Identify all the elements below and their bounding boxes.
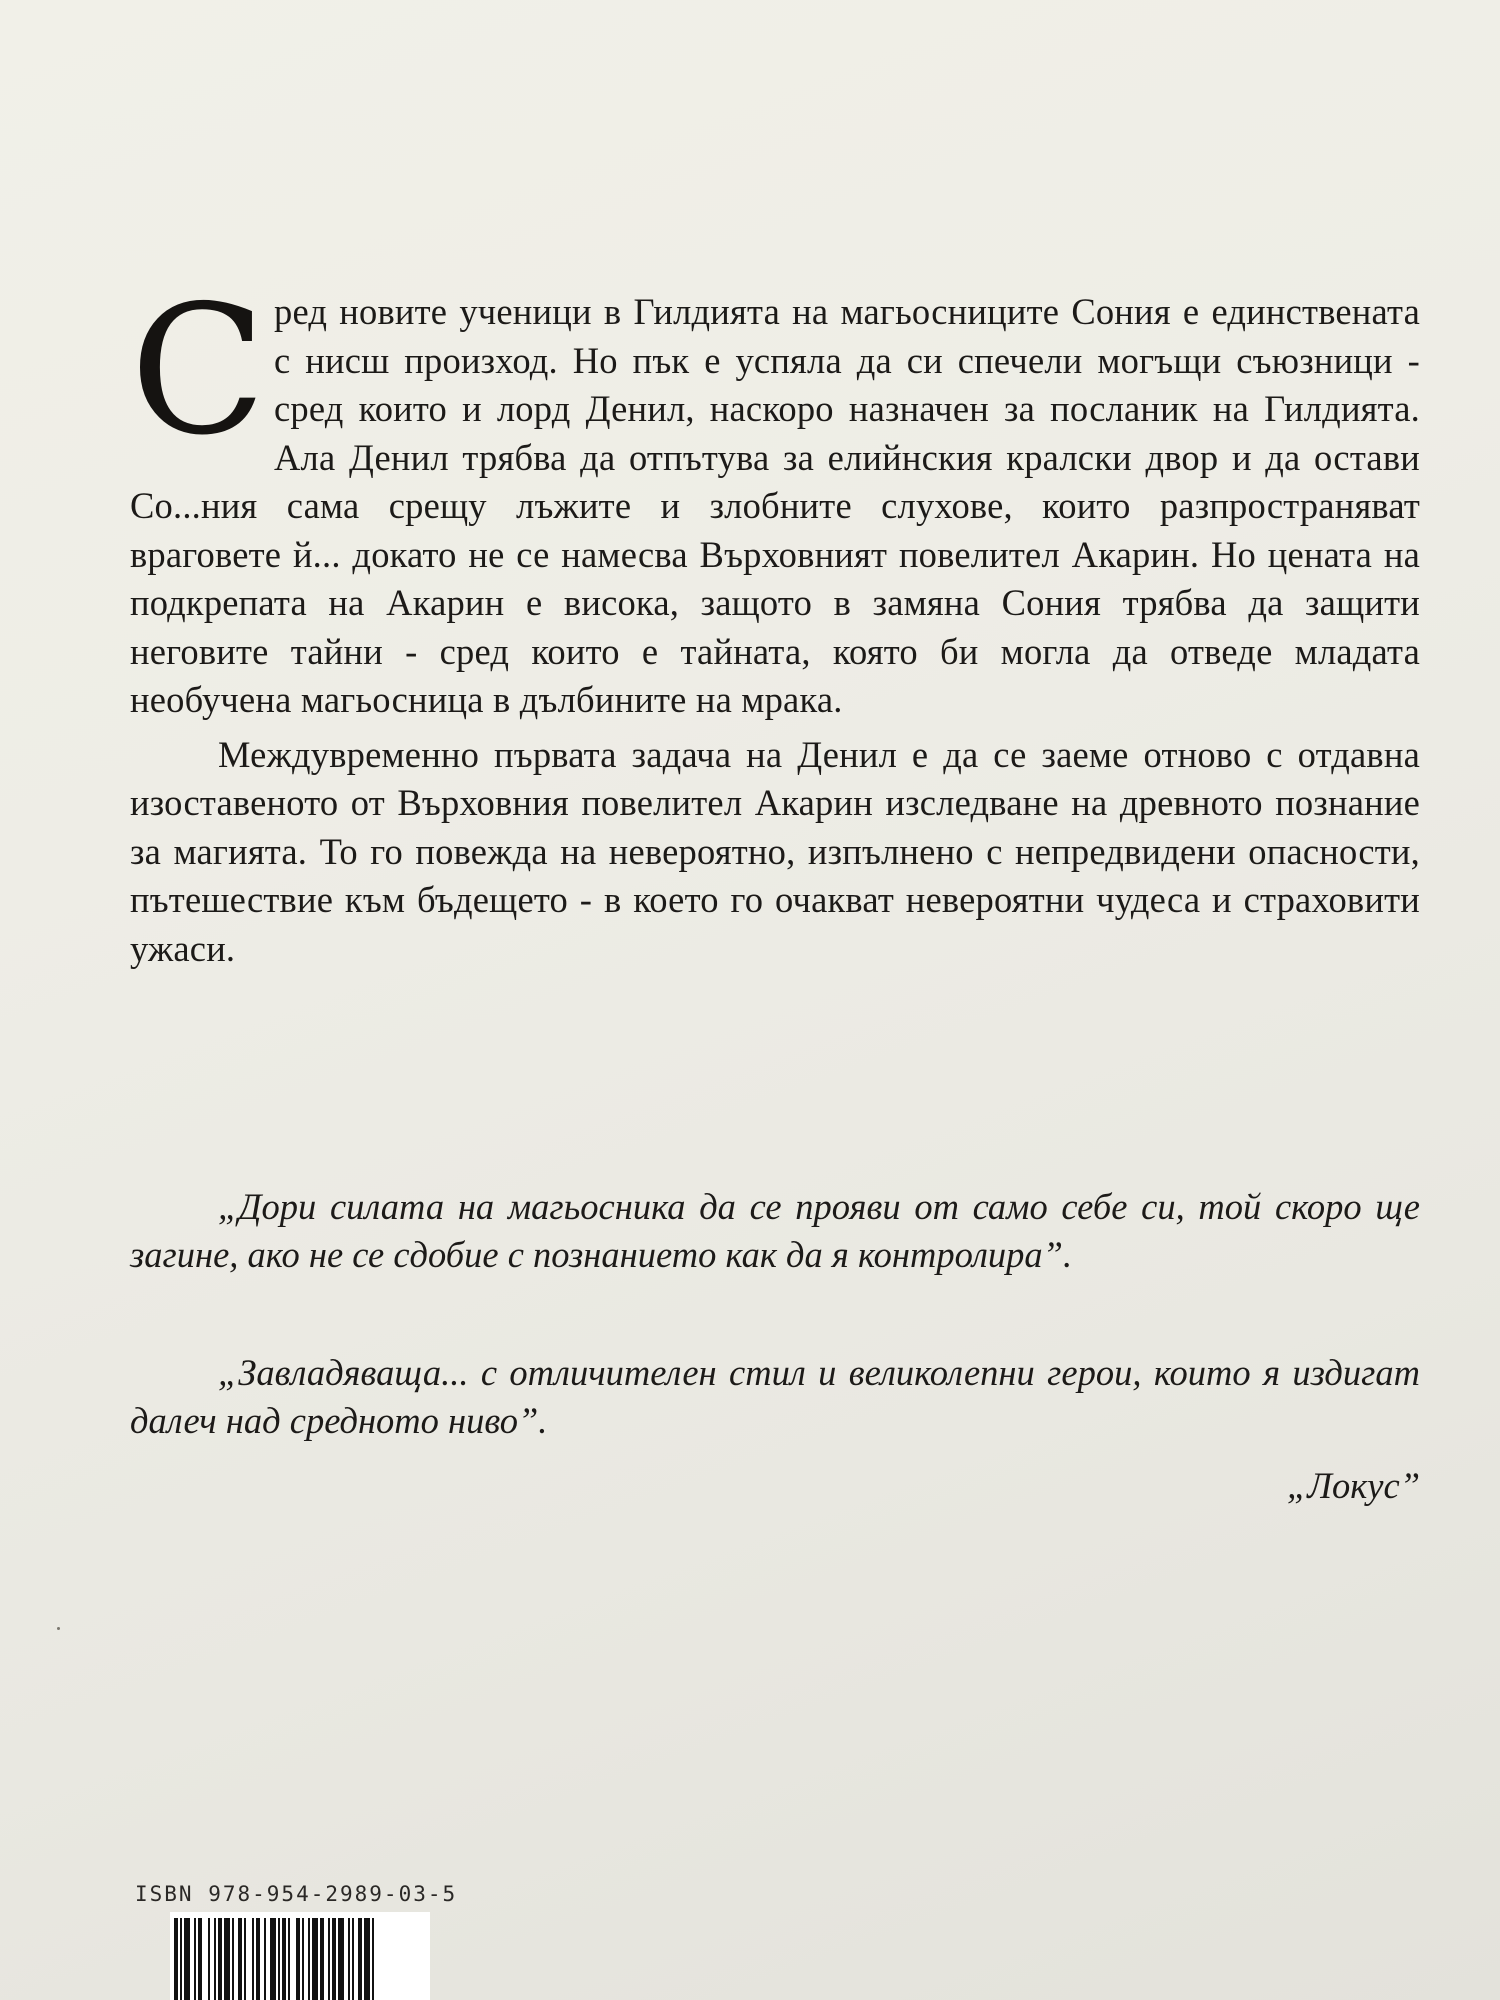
barcode-bar (282, 1918, 286, 2000)
barcode-bar (244, 1918, 246, 2000)
barcode-bar (320, 1918, 324, 2000)
quote-one: „Дори силата на магьосника да се прояви от само себе си, той скоро ще загине, ако не се сдобие с познанието как да я контролира”. (130, 1186, 1420, 1275)
barcode (170, 1912, 430, 2000)
blurb-text (130, 267, 1420, 973)
barcode-bar (308, 1918, 310, 2000)
barcode-bar (174, 1918, 178, 2000)
barcode-bar (348, 1918, 350, 2000)
barcode-bar (218, 1918, 222, 2000)
quote-two: „Завладяваща... с отличителен стил и великолепни герои, които я издигат далеч над средното ниво”. (130, 1352, 1420, 1441)
barcode-graphic (170, 1912, 430, 2000)
second-paragraph: Междувременно първата задача на Денил е да се заеме отново с отдавна изоставеното от Върховния повелител Акарин изследване на древното познание за магията. То го повежда на невероятно, изпълнено с непредвидени опасности, пътешествие към бъдещето - в което го очакват невероятни чудеса и страховити ужаси. (130, 733, 1420, 969)
barcode-bar (302, 1918, 304, 2000)
isbn-label: ISBN 978-954-2989-03-5 (135, 1882, 458, 1906)
intro-paragraph (130, 267, 1420, 725)
barcode-bar (312, 1918, 318, 2000)
barcode-bar (278, 1918, 280, 2000)
barcode-bar (338, 1918, 344, 2000)
barcode-bar (238, 1918, 242, 2000)
barcode-bar (364, 1918, 370, 2000)
barcode-bar (180, 1918, 182, 2000)
barcode-bar (352, 1918, 354, 2000)
barcode-bar (224, 1918, 230, 2000)
barcode-bar (328, 1918, 330, 2000)
drop-cap: С (130, 267, 267, 474)
intro-paragraph-text: ред новите ученици в Гилдията на магьосниците Сония е единствената с нисш произход. Но пък е успяла да си спечели могъщи съюзници - сред които и лорд Денил, наскоро назначен за посланик на Гилдията. Ала Денил трябва да отпътува за елийнския кралски двор и да остави Со...ния сама срещу лъжите и злобните слухове, които разпространяват враговете й... докато не се намесва Върховният повелител Акарин. Но цената на подкрепата на Акарин е висока, защото в замяна Сония трябва да защити неговите тайни - сред които е тайната, която би могла да отведе младата необучена магьосница в дълбините на мрака. (130, 291, 1420, 720)
barcode-bar (372, 1918, 374, 2000)
barcode-bar (264, 1918, 266, 2000)
barcode-bar (198, 1918, 202, 2000)
barcode-bar (214, 1918, 216, 2000)
barcode-bar (184, 1918, 190, 2000)
barcode-bar (332, 1918, 336, 2000)
barcode-bar (232, 1918, 234, 2000)
barcode-bar (296, 1918, 300, 2000)
barcode-bar (194, 1918, 196, 2000)
quote-two-attribution: „Локус” (1286, 1465, 1420, 1506)
barcode-bar (252, 1918, 254, 2000)
barcode-bar (358, 1918, 362, 2000)
barcode-bar (288, 1918, 290, 2000)
barcode-bar (256, 1918, 260, 2000)
paper-speck (57, 1627, 60, 1630)
barcode-bar (270, 1918, 276, 2000)
barcode-bar (208, 1918, 210, 2000)
